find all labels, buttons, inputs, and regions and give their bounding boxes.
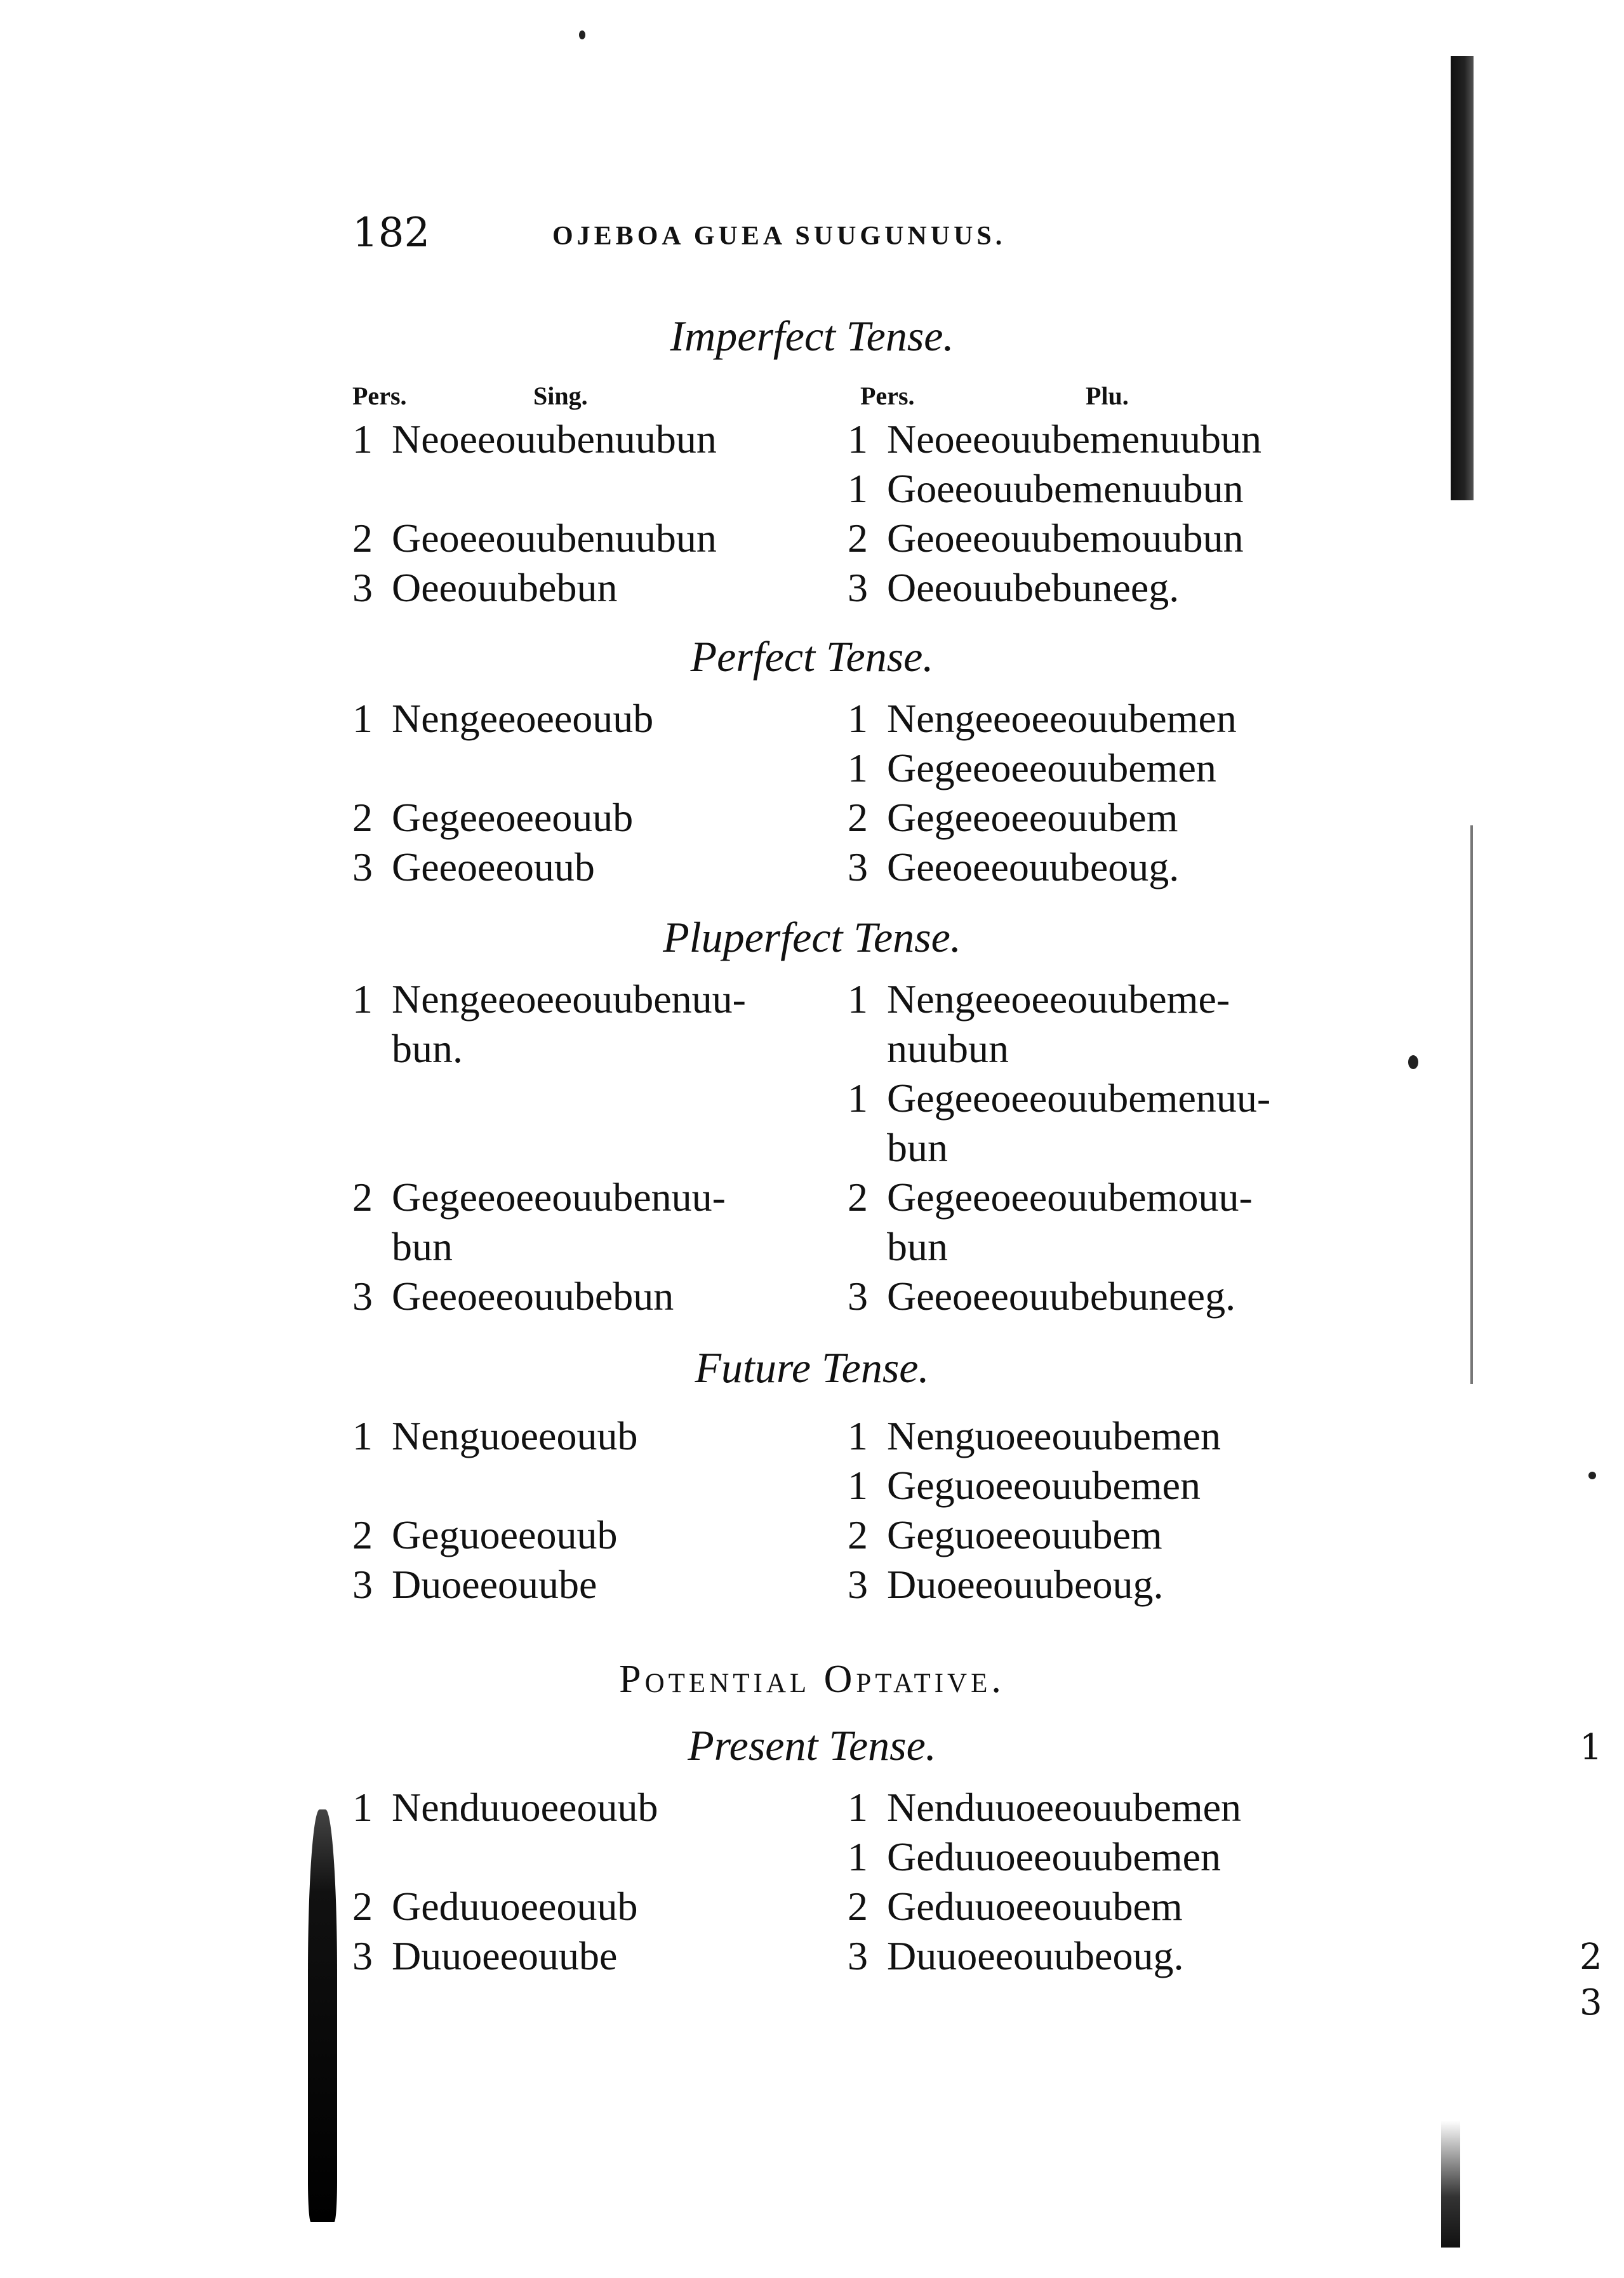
- heading-potential-optative: Potential Optative.: [619, 1658, 1005, 1701]
- plural-entry: 1 Neoeeouubemenuubun: [848, 416, 1262, 462]
- column-heading-pers-left: Pers.: [352, 382, 407, 410]
- edge-fragment: 1: [1580, 1727, 1602, 1768]
- plural-entry: 1 Nenduuoeeouubemen: [848, 1785, 1242, 1830]
- singular-entry: 2 Geduuoeeouub: [352, 1884, 638, 1929]
- singular-entry: 2 Gegeeoeeouubenuu-: [352, 1175, 726, 1220]
- scan-speck: [1408, 1055, 1418, 1069]
- heading-future-tense: Future Tense.: [695, 1343, 929, 1392]
- heading-present-tense: Present Tense.: [688, 1721, 936, 1769]
- singular-entry: 3 Duuoeeouube: [352, 1933, 618, 1978]
- edge-fragment: 3: [1580, 1982, 1602, 2023]
- plural-entry: 1 Geduuoeeouubemen: [848, 1834, 1221, 1879]
- edge-fragment: 2: [1580, 1936, 1602, 1978]
- plural-entry: 1 Geguoeeouubemen: [848, 1463, 1201, 1508]
- singular-entry: 3 Oeeouubebun: [352, 565, 618, 610]
- plural-entry: 2 Gegeeoeeouubemouu-: [848, 1175, 1253, 1220]
- heading-imperfect-tense: Imperfect Tense.: [670, 312, 954, 360]
- page-edge-line: [1470, 825, 1473, 1384]
- running-head: OJEBOA GUEA SUUGUNUUS.: [552, 222, 1006, 251]
- singular-entry: 1 Nenguoeeouub: [352, 1413, 638, 1458]
- plural-entry: 1 Gegeeoeeouubemenuu-: [848, 1076, 1271, 1121]
- singular-entry: 1 Neoeeouubenuubun: [352, 416, 717, 462]
- scan-shadow-top-right: [1451, 56, 1474, 500]
- plural-entry-continuation: nuubun: [887, 1026, 1009, 1071]
- singular-entry: 2 Geguoeeouub: [352, 1512, 618, 1557]
- plural-entry: 2 Geoeeouubemouubun: [848, 516, 1244, 561]
- plural-entry-continuation: bun: [887, 1224, 948, 1269]
- singular-entry: 3 Duoeeouube: [352, 1562, 597, 1607]
- page-number: 182: [352, 210, 430, 256]
- singular-entry-continuation: bun: [392, 1224, 453, 1269]
- heading-pluperfect-tense: Pluperfect Tense.: [663, 913, 961, 961]
- scan-shadow-bottom-left: [308, 1809, 337, 2222]
- plural-entry: 3 Oeeouubebuneeg.: [848, 565, 1180, 610]
- column-heading-plu: Plu.: [1086, 382, 1129, 410]
- singular-entry: 1 Nengeeoeeouub: [352, 696, 654, 741]
- plural-entry: 2 Geduuoeeouubem: [848, 1884, 1183, 1929]
- column-heading-pers-right: Pers.: [860, 382, 915, 410]
- plural-entry: 1 Nengeeoeeouubeme-: [848, 976, 1230, 1022]
- singular-entry: 3 Geeoeeouub: [352, 844, 595, 889]
- singular-entry: 1 Nengeeoeeouubenuu-: [352, 976, 746, 1022]
- plural-entry: 1 Nengeeoeeouubemen: [848, 696, 1237, 741]
- plural-entry: 3 Geeoeeouubeoug.: [848, 844, 1180, 889]
- column-heading-sing: Sing.: [533, 382, 588, 410]
- plural-entry-continuation: bun: [887, 1125, 948, 1170]
- singular-entry: 2 Gegeeoeeouub: [352, 795, 634, 840]
- singular-entry-continuation: bun.: [392, 1026, 463, 1071]
- plural-entry: 3 Duoeeouubeoug.: [848, 1562, 1164, 1607]
- plural-entry: 2 Gegeeoeeouubem: [848, 795, 1178, 840]
- scan-shadow-bottom-right: [1441, 2121, 1460, 2248]
- plural-entry: 3 Geeoeeouubebuneeg.: [848, 1274, 1236, 1319]
- heading-perfect-tense: Perfect Tense.: [690, 632, 934, 681]
- singular-entry: 3 Geeoeeouubebun: [352, 1274, 674, 1319]
- plural-entry: 3 Duuoeeouubeoug.: [848, 1933, 1184, 1978]
- scan-speck: [1588, 1472, 1596, 1479]
- plural-entry: 1 Nenguoeeouubemen: [848, 1413, 1221, 1458]
- scan-speck: [579, 30, 585, 39]
- singular-entry: 1 Nenduuoeeouub: [352, 1785, 658, 1830]
- page-header: [352, 210, 1146, 260]
- plural-entry: 1 Gegeeoeeouubemen: [848, 745, 1216, 790]
- plural-entry: 1 Goeeouubemenuubun: [848, 466, 1244, 511]
- singular-entry: 2 Geoeeouubenuubun: [352, 516, 717, 561]
- plural-entry: 2 Geguoeeouubem: [848, 1512, 1162, 1557]
